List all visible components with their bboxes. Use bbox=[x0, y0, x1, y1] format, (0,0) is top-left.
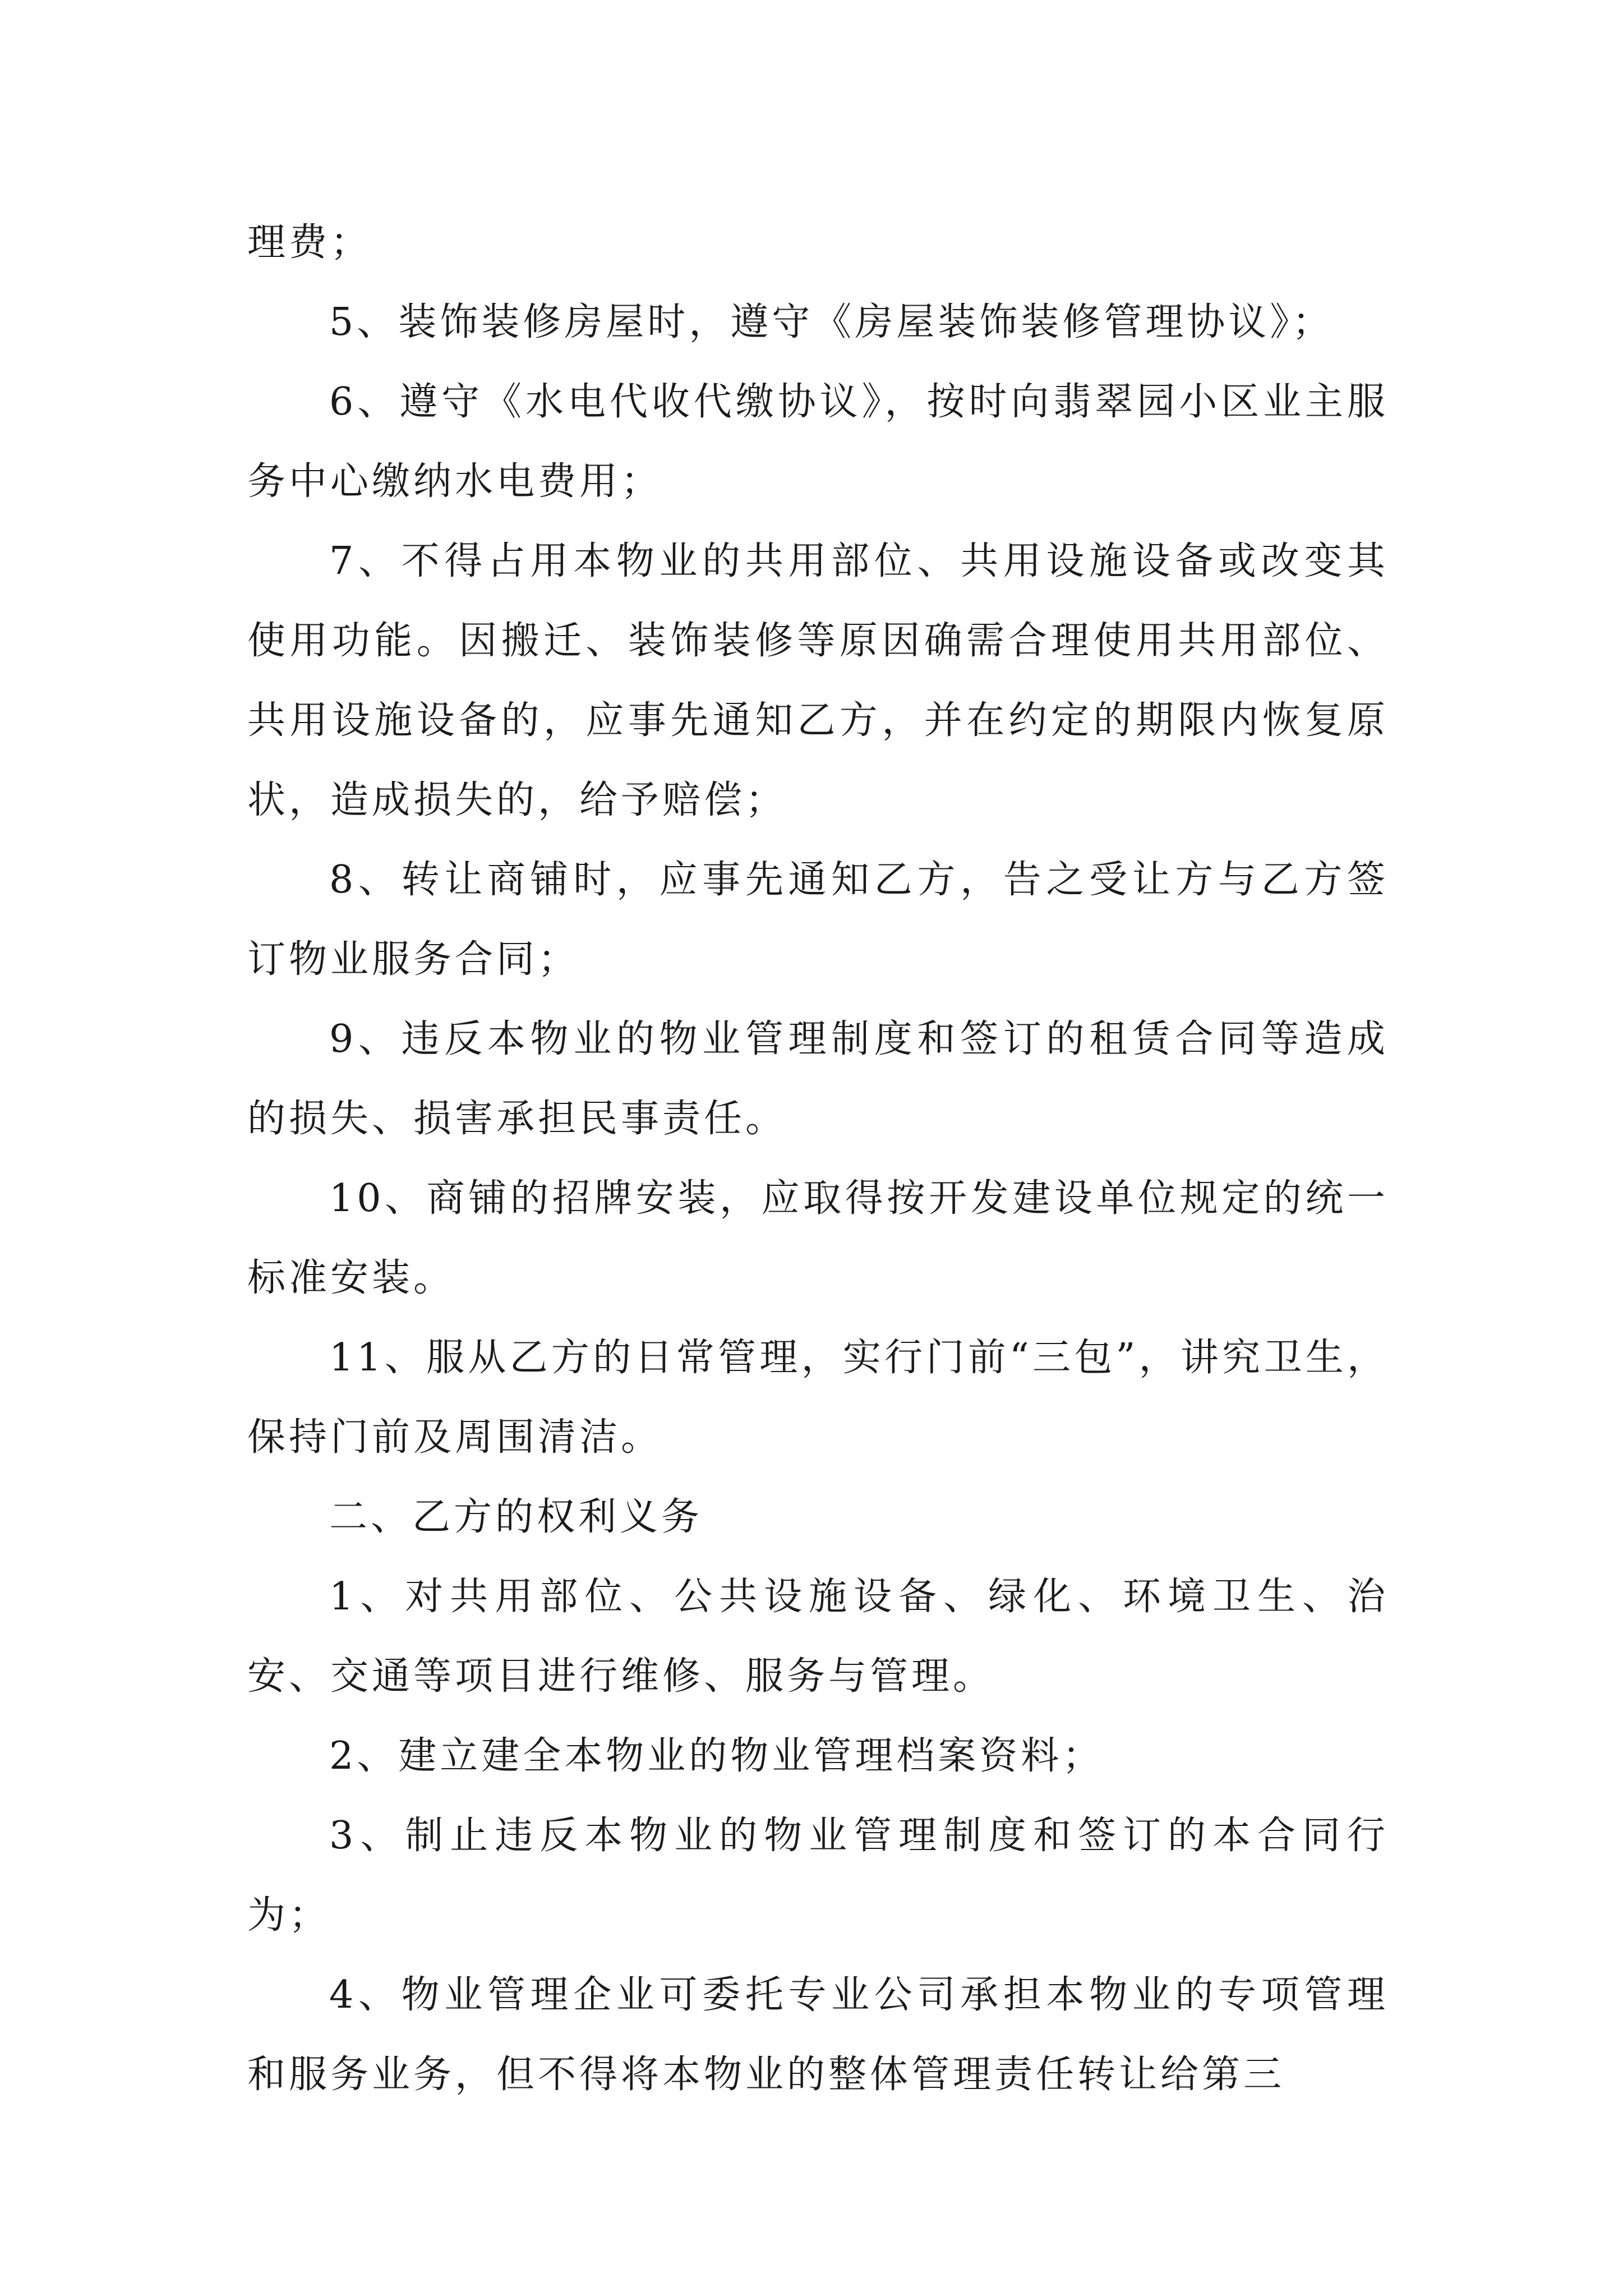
paragraph-11: 3、制止违反本物业的物业管理制度和签订的本合同行为； bbox=[247, 1814, 1389, 1938]
paragraph-9: 1、对共用部位、公共设施设备、绿化、环境卫生、治安、交通等项目进行维修、服务与管理。 bbox=[247, 1575, 1389, 1699]
paragraph-6: 9、违反本物业的物业管理制度和签订的租赁合同等造成的损失、损害承担民事责任。 bbox=[247, 1017, 1389, 1141]
paragraph-12: 4、物业管理企业可委托专业公司承担本物业的专项管理和服务业务，但不得将本物业的整体管理责任转让给第三 bbox=[247, 1973, 1389, 2097]
paragraph-8: 11、服从乙方的日常管理，实行门前“三包”，讲究卫生，保持门前及周围清洁。 bbox=[247, 1336, 1389, 1460]
section-heading: 二、乙方的权利义务 bbox=[329, 1495, 703, 1539]
paragraph-3: 6、遵守《水电代收代缴协议》，按时向翡翠园小区业主服务中心缴纳水电费用； bbox=[247, 380, 1389, 504]
paragraph-7: 10、商铺的招牌安装，应取得按开发建设单位规定的统一标准安装。 bbox=[247, 1176, 1389, 1300]
paragraph-4: 7、不得占用本物业的共用部位、共用设施设备或改变其使用功能。因搬迁、装饰装修等原因确需合理使用共用部位、共用设施设备的，应事先通知乙方，并在约定的期限内恢复原状，造成损失的，给予赔偿； bbox=[247, 539, 1389, 822]
paragraph-10: 2、建立建全本物业的物业管理档案资料； bbox=[329, 1734, 1104, 1778]
paragraph-5: 8、转让商铺时，应事先通知乙方，告之受让方与乙方签订物业服务合同； bbox=[247, 858, 1389, 982]
paragraph-2: 5、装饰装修房屋时，遵守《房屋装饰装修管理协议》； bbox=[329, 300, 1334, 344]
paragraph-1: 理费； bbox=[247, 220, 372, 265]
document-body bbox=[247, 203, 1389, 2115]
